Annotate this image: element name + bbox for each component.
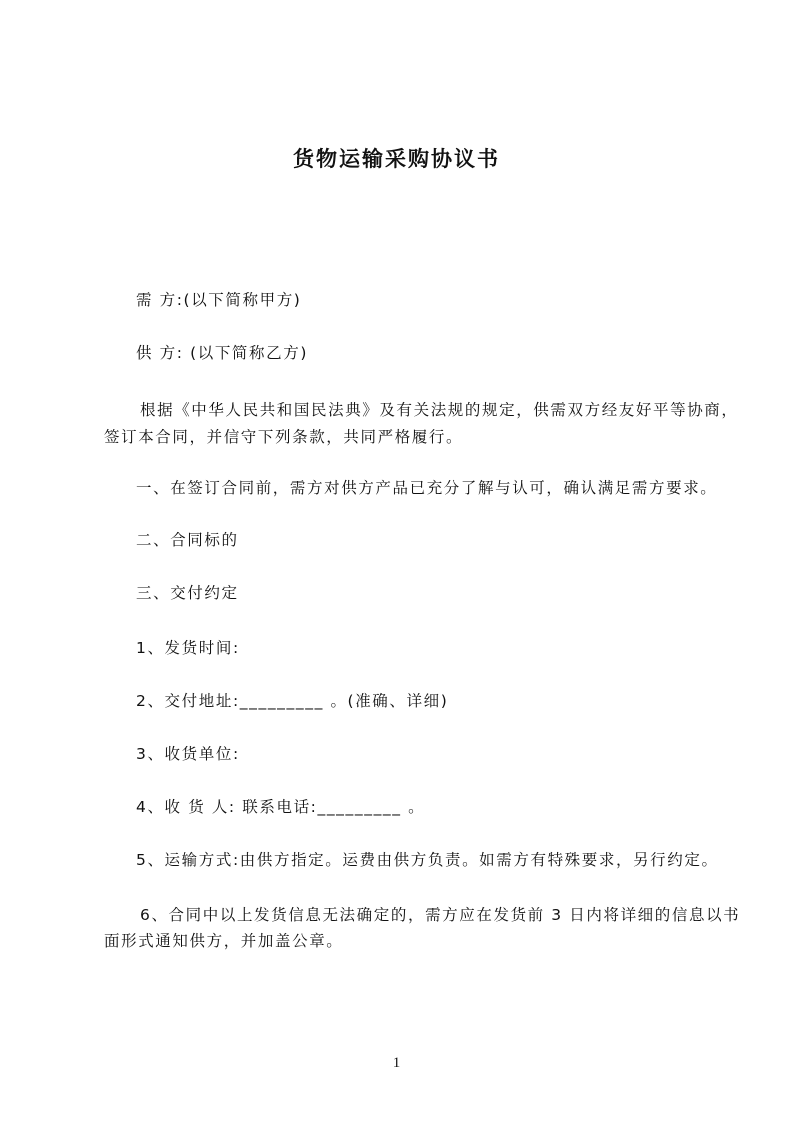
clause-2: 二、合同标的 (136, 531, 239, 549)
page-number: 1 (392, 1055, 401, 1071)
item-3-receiving-unit: 3、收货单位: (136, 745, 240, 763)
item-6-line-1: 6、合同中以上发货信息无法确定的，需方应在发货前 3 日内将详细的信息以书 (140, 906, 741, 924)
buyer-line: 需 方:(以下简称甲方) (136, 291, 302, 309)
document-title: 货物运输采购协议书 (293, 147, 500, 171)
clause-1: 一、在签订合同前，需方对供方产品已充分了解与认可，确认满足需方要求。 (136, 479, 718, 497)
item-2-delivery-address: 2、交付地址:_________ 。(准确、详细) (136, 692, 449, 710)
item-1-shipping-time: 1、发货时间: (136, 639, 240, 657)
preamble-line-2: 签订本合同，并信守下列条款，共同严格履行。 (104, 428, 464, 446)
item-5-transport-method: 5、运输方式:由供方指定。运费由供方负责。如需方有特殊要求，另行约定。 (136, 851, 719, 869)
preamble-line-1: 根据《中华人民共和国民法典》及有关法规的规定，供需双方经友好平等协商， (140, 401, 739, 419)
clause-3: 三、交付约定 (136, 584, 239, 602)
item-4-consignee: 4、收 货 人: 联系电话:_________ 。 (136, 798, 426, 816)
seller-line: 供 方: (以下简称乙方) (136, 344, 308, 362)
item-6-line-2: 面形式通知供方，并加盖公章。 (104, 932, 344, 950)
